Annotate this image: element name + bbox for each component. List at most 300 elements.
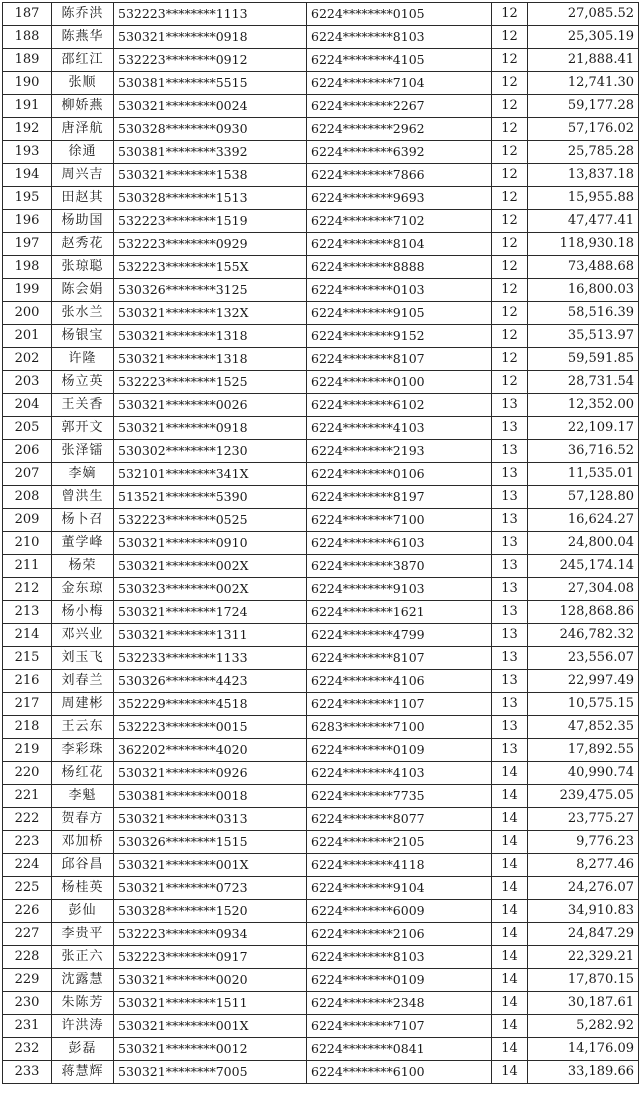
count-cell: 14 [492,992,528,1015]
card-number-cell: 6224********4118 [307,854,492,877]
card-number-cell: 6224********7102 [307,210,492,233]
person-name-cell: 彭仙 [52,900,114,923]
row-number-cell: 229 [3,969,52,992]
card-number-cell: 6224********0100 [307,371,492,394]
person-name-cell: 赵秀花 [52,233,114,256]
amount-cell: 245,174.14 [528,555,639,578]
person-name-cell: 唐泽航 [52,118,114,141]
table-row [3,49,639,72]
row-number-cell: 206 [3,440,52,463]
amount-cell: 47,852.35 [528,716,639,739]
card-number-cell: 6224********6009 [307,900,492,923]
amount-cell: 28,731.54 [528,371,639,394]
id-number-cell: 530381********5515 [114,72,307,95]
row-number-cell: 196 [3,210,52,233]
row-number-cell: 216 [3,670,52,693]
amount-cell: 36,716.52 [528,440,639,463]
table-row [3,417,639,440]
id-number-cell: 530321********1538 [114,164,307,187]
row-number-cell: 205 [3,417,52,440]
amount-cell: 239,475.05 [528,785,639,808]
id-number-cell: 532233********1133 [114,647,307,670]
person-name-cell: 陈燕华 [52,26,114,49]
amount-cell: 22,997.49 [528,670,639,693]
count-cell: 12 [492,279,528,302]
card-number-cell: 6224********8103 [307,946,492,969]
id-number-cell: 530328********1520 [114,900,307,923]
amount-cell: 47,477.41 [528,210,639,233]
id-number-cell: 532223********0917 [114,946,307,969]
person-name-cell: 王关香 [52,394,114,417]
count-cell: 13 [492,739,528,762]
count-cell: 14 [492,969,528,992]
table-row [3,3,639,26]
card-number-cell: 6224********8197 [307,486,492,509]
amount-cell: 22,109.17 [528,417,639,440]
card-number-cell: 6224********6100 [307,1061,492,1084]
person-name-cell: 许隆 [52,348,114,371]
card-number-cell: 6224********0103 [307,279,492,302]
person-name-cell: 杨银宝 [52,325,114,348]
id-number-cell: 530321********0723 [114,877,307,900]
id-number-cell: 530321********7005 [114,1061,307,1084]
person-name-cell: 邓兴业 [52,624,114,647]
amount-cell: 12,352.00 [528,394,639,417]
amount-cell: 59,591.85 [528,348,639,371]
table-row [3,739,639,762]
id-number-cell: 530321********1511 [114,992,307,1015]
person-name-cell: 杨立英 [52,371,114,394]
row-number-cell: 219 [3,739,52,762]
row-number-cell: 193 [3,141,52,164]
id-number-cell: 530321********1318 [114,348,307,371]
card-number-cell: 6224********1107 [307,693,492,716]
table-row [3,578,639,601]
row-number-cell: 222 [3,808,52,831]
payment-table [2,2,639,1084]
table-row [3,348,639,371]
count-cell: 12 [492,3,528,26]
person-name-cell: 贺春方 [52,808,114,831]
person-name-cell: 杨红花 [52,762,114,785]
row-number-cell: 195 [3,187,52,210]
person-name-cell: 杨助国 [52,210,114,233]
table-row [3,969,639,992]
count-cell: 12 [492,187,528,210]
id-number-cell: 530321********0012 [114,1038,307,1061]
person-name-cell: 李嫡 [52,463,114,486]
count-cell: 14 [492,785,528,808]
count-cell: 12 [492,72,528,95]
row-number-cell: 224 [3,854,52,877]
row-number-cell: 191 [3,95,52,118]
id-number-cell: 530321********001X [114,1015,307,1038]
amount-cell: 25,785.28 [528,141,639,164]
amount-cell: 21,888.41 [528,49,639,72]
amount-cell: 17,870.15 [528,969,639,992]
count-cell: 13 [492,647,528,670]
row-number-cell: 212 [3,578,52,601]
card-number-cell: 6224********0106 [307,463,492,486]
card-number-cell: 6224********2348 [307,992,492,1015]
amount-cell: 27,304.08 [528,578,639,601]
table-row [3,647,639,670]
amount-cell: 9,776.23 [528,831,639,854]
row-number-cell: 226 [3,900,52,923]
count-cell: 12 [492,348,528,371]
row-number-cell: 188 [3,26,52,49]
id-number-cell: 532223********0929 [114,233,307,256]
row-number-cell: 223 [3,831,52,854]
table-row [3,1061,639,1084]
count-cell: 14 [492,900,528,923]
person-name-cell: 许洪涛 [52,1015,114,1038]
amount-cell: 57,176.02 [528,118,639,141]
amount-cell: 22,329.21 [528,946,639,969]
count-cell: 12 [492,118,528,141]
id-number-cell: 532223********0934 [114,923,307,946]
card-number-cell: 6224********7735 [307,785,492,808]
amount-cell: 15,955.88 [528,187,639,210]
table-row [3,900,639,923]
amount-cell: 33,189.66 [528,1061,639,1084]
id-number-cell: 530381********0018 [114,785,307,808]
card-number-cell: 6224********6102 [307,394,492,417]
id-number-cell: 530321********0024 [114,95,307,118]
person-name-cell: 张正六 [52,946,114,969]
id-number-cell: 530321********0020 [114,969,307,992]
row-number-cell: 204 [3,394,52,417]
id-number-cell: 362202********4020 [114,739,307,762]
amount-cell: 23,775.27 [528,808,639,831]
person-name-cell: 杨桂英 [52,877,114,900]
amount-cell: 23,556.07 [528,647,639,670]
card-number-cell: 6224********9103 [307,578,492,601]
count-cell: 13 [492,440,528,463]
person-name-cell: 刘春兰 [52,670,114,693]
card-number-cell: 6283********7100 [307,716,492,739]
count-cell: 12 [492,233,528,256]
id-number-cell: 530321********001X [114,854,307,877]
count-cell: 14 [492,854,528,877]
row-number-cell: 218 [3,716,52,739]
person-name-cell: 杨卜召 [52,509,114,532]
person-name-cell: 彭磊 [52,1038,114,1061]
table-row [3,72,639,95]
id-number-cell: 530321********1311 [114,624,307,647]
table-row [3,716,639,739]
id-number-cell: 530321********0918 [114,417,307,440]
card-number-cell: 6224********9152 [307,325,492,348]
row-number-cell: 209 [3,509,52,532]
row-number-cell: 221 [3,785,52,808]
count-cell: 14 [492,808,528,831]
row-number-cell: 208 [3,486,52,509]
amount-cell: 11,535.01 [528,463,639,486]
person-name-cell: 金东琼 [52,578,114,601]
count-cell: 12 [492,141,528,164]
person-name-cell: 曾洪生 [52,486,114,509]
person-name-cell: 郭开文 [52,417,114,440]
count-cell: 13 [492,578,528,601]
row-number-cell: 210 [3,532,52,555]
count-cell: 14 [492,1061,528,1084]
count-cell: 13 [492,555,528,578]
person-name-cell: 蒋慧辉 [52,1061,114,1084]
person-name-cell: 柳娇燕 [52,95,114,118]
amount-cell: 12,741.30 [528,72,639,95]
table-row [3,946,639,969]
id-number-cell: 532223********155X [114,256,307,279]
row-number-cell: 207 [3,463,52,486]
person-name-cell: 田赵其 [52,187,114,210]
amount-cell: 35,513.97 [528,325,639,348]
id-number-cell: 530321********1318 [114,325,307,348]
card-number-cell: 6224********6103 [307,532,492,555]
id-number-cell: 530381********3392 [114,141,307,164]
person-name-cell: 张泽镭 [52,440,114,463]
card-number-cell: 6224********6392 [307,141,492,164]
person-name-cell: 邓加桥 [52,831,114,854]
table-row [3,233,639,256]
row-number-cell: 225 [3,877,52,900]
amount-cell: 118,930.18 [528,233,639,256]
id-number-cell: 530328********0930 [114,118,307,141]
row-number-cell: 232 [3,1038,52,1061]
row-number-cell: 200 [3,302,52,325]
table-row [3,256,639,279]
table-row [3,187,639,210]
table-row [3,555,639,578]
person-name-cell: 徐通 [52,141,114,164]
person-name-cell: 杨荣 [52,555,114,578]
count-cell: 12 [492,210,528,233]
id-number-cell: 530321********0910 [114,532,307,555]
row-number-cell: 187 [3,3,52,26]
card-number-cell: 6224********4103 [307,417,492,440]
count-cell: 14 [492,831,528,854]
row-number-cell: 202 [3,348,52,371]
table-row [3,1015,639,1038]
count-cell: 12 [492,49,528,72]
amount-cell: 24,847.29 [528,923,639,946]
count-cell: 13 [492,486,528,509]
id-number-cell: 530321********0926 [114,762,307,785]
card-number-cell: 6224********8103 [307,26,492,49]
row-number-cell: 215 [3,647,52,670]
row-number-cell: 190 [3,72,52,95]
card-number-cell: 6224********2105 [307,831,492,854]
table-row [3,164,639,187]
card-number-cell: 6224********1621 [307,601,492,624]
id-number-cell: 532101********341X [114,463,307,486]
card-number-cell: 6224********2193 [307,440,492,463]
person-name-cell: 周兴吉 [52,164,114,187]
card-number-cell: 6224********0109 [307,969,492,992]
person-name-cell: 杨小梅 [52,601,114,624]
table-row [3,302,639,325]
person-name-cell: 周建彬 [52,693,114,716]
count-cell: 13 [492,417,528,440]
table-row [3,693,639,716]
count-cell: 13 [492,716,528,739]
person-name-cell: 张水兰 [52,302,114,325]
table-row [3,1038,639,1061]
card-number-cell: 6224********3870 [307,555,492,578]
card-number-cell: 6224********4799 [307,624,492,647]
table-row [3,440,639,463]
count-cell: 13 [492,394,528,417]
row-number-cell: 233 [3,1061,52,1084]
card-number-cell: 6224********8104 [307,233,492,256]
count-cell: 12 [492,256,528,279]
count-cell: 13 [492,670,528,693]
table-row [3,831,639,854]
amount-cell: 24,276.07 [528,877,639,900]
table-row [3,210,639,233]
card-number-cell: 6224********9105 [307,302,492,325]
row-number-cell: 201 [3,325,52,348]
row-number-cell: 197 [3,233,52,256]
row-number-cell: 231 [3,1015,52,1038]
amount-cell: 24,800.04 [528,532,639,555]
person-name-cell: 董学峰 [52,532,114,555]
person-name-cell: 王云东 [52,716,114,739]
count-cell: 14 [492,946,528,969]
amount-cell: 30,187.61 [528,992,639,1015]
amount-cell: 13,837.18 [528,164,639,187]
card-number-cell: 6224********8107 [307,348,492,371]
table-row [3,808,639,831]
row-number-cell: 213 [3,601,52,624]
table-row [3,463,639,486]
table-row [3,509,639,532]
table-row [3,624,639,647]
person-name-cell: 李魁 [52,785,114,808]
person-name-cell: 李彩珠 [52,739,114,762]
row-number-cell: 227 [3,923,52,946]
card-number-cell: 6224********4105 [307,49,492,72]
id-number-cell: 532223********0015 [114,716,307,739]
card-number-cell: 6224********7107 [307,1015,492,1038]
person-name-cell: 邵红江 [52,49,114,72]
card-number-cell: 6224********0105 [307,3,492,26]
id-number-cell: 530326********3125 [114,279,307,302]
row-number-cell: 228 [3,946,52,969]
row-number-cell: 199 [3,279,52,302]
row-number-cell: 220 [3,762,52,785]
card-number-cell: 6224********9104 [307,877,492,900]
count-cell: 12 [492,371,528,394]
table-row [3,371,639,394]
table-row [3,279,639,302]
count-cell: 14 [492,1015,528,1038]
amount-cell: 25,305.19 [528,26,639,49]
table-row [3,601,639,624]
count-cell: 12 [492,26,528,49]
table-row [3,118,639,141]
count-cell: 13 [492,693,528,716]
count-cell: 14 [492,923,528,946]
card-number-cell: 6224********8077 [307,808,492,831]
id-number-cell: 530321********0026 [114,394,307,417]
amount-cell: 16,624.27 [528,509,639,532]
amount-cell: 8,277.46 [528,854,639,877]
amount-cell: 14,176.09 [528,1038,639,1061]
id-number-cell: 530302********1230 [114,440,307,463]
amount-cell: 59,177.28 [528,95,639,118]
id-number-cell: 532223********0525 [114,509,307,532]
amount-cell: 128,868.86 [528,601,639,624]
id-number-cell: 530323********002X [114,578,307,601]
person-name-cell: 李贵平 [52,923,114,946]
table-row [3,877,639,900]
table-row [3,532,639,555]
table-row [3,95,639,118]
card-number-cell: 6224********4106 [307,670,492,693]
person-name-cell: 刘玉飞 [52,647,114,670]
amount-cell: 5,282.92 [528,1015,639,1038]
count-cell: 14 [492,1038,528,1061]
card-number-cell: 6224********7104 [307,72,492,95]
amount-cell: 27,085.52 [528,3,639,26]
id-number-cell: 530328********1513 [114,187,307,210]
card-number-cell: 6224********4103 [307,762,492,785]
person-name-cell: 沈露慧 [52,969,114,992]
card-number-cell: 6224********2267 [307,95,492,118]
count-cell: 12 [492,302,528,325]
id-number-cell: 530321********002X [114,555,307,578]
row-number-cell: 189 [3,49,52,72]
id-number-cell: 532223********0912 [114,49,307,72]
amount-cell: 40,990.74 [528,762,639,785]
table-row [3,141,639,164]
card-number-cell: 6224********0841 [307,1038,492,1061]
id-number-cell: 530321********1724 [114,601,307,624]
amount-cell: 34,910.83 [528,900,639,923]
table-row [3,325,639,348]
person-name-cell: 陈会娟 [52,279,114,302]
row-number-cell: 198 [3,256,52,279]
id-number-cell: 530326********1515 [114,831,307,854]
amount-cell: 246,782.32 [528,624,639,647]
id-number-cell: 530326********4423 [114,670,307,693]
id-number-cell: 532223********1113 [114,3,307,26]
row-number-cell: 211 [3,555,52,578]
row-number-cell: 194 [3,164,52,187]
count-cell: 13 [492,601,528,624]
table-row [3,394,639,417]
person-name-cell: 陈乔洪 [52,3,114,26]
amount-cell: 57,128.80 [528,486,639,509]
person-name-cell: 朱陈芳 [52,992,114,1015]
row-number-cell: 230 [3,992,52,1015]
card-number-cell: 6224********8107 [307,647,492,670]
card-number-cell: 6224********0109 [307,739,492,762]
id-number-cell: 352229********4518 [114,693,307,716]
count-cell: 14 [492,877,528,900]
id-number-cell: 532223********1519 [114,210,307,233]
card-number-cell: 6224********2962 [307,118,492,141]
count-cell: 13 [492,509,528,532]
count-cell: 12 [492,164,528,187]
amount-cell: 73,488.68 [528,256,639,279]
row-number-cell: 192 [3,118,52,141]
table-row [3,762,639,785]
count-cell: 12 [492,95,528,118]
count-cell: 14 [492,762,528,785]
card-number-cell: 6224********2106 [307,923,492,946]
